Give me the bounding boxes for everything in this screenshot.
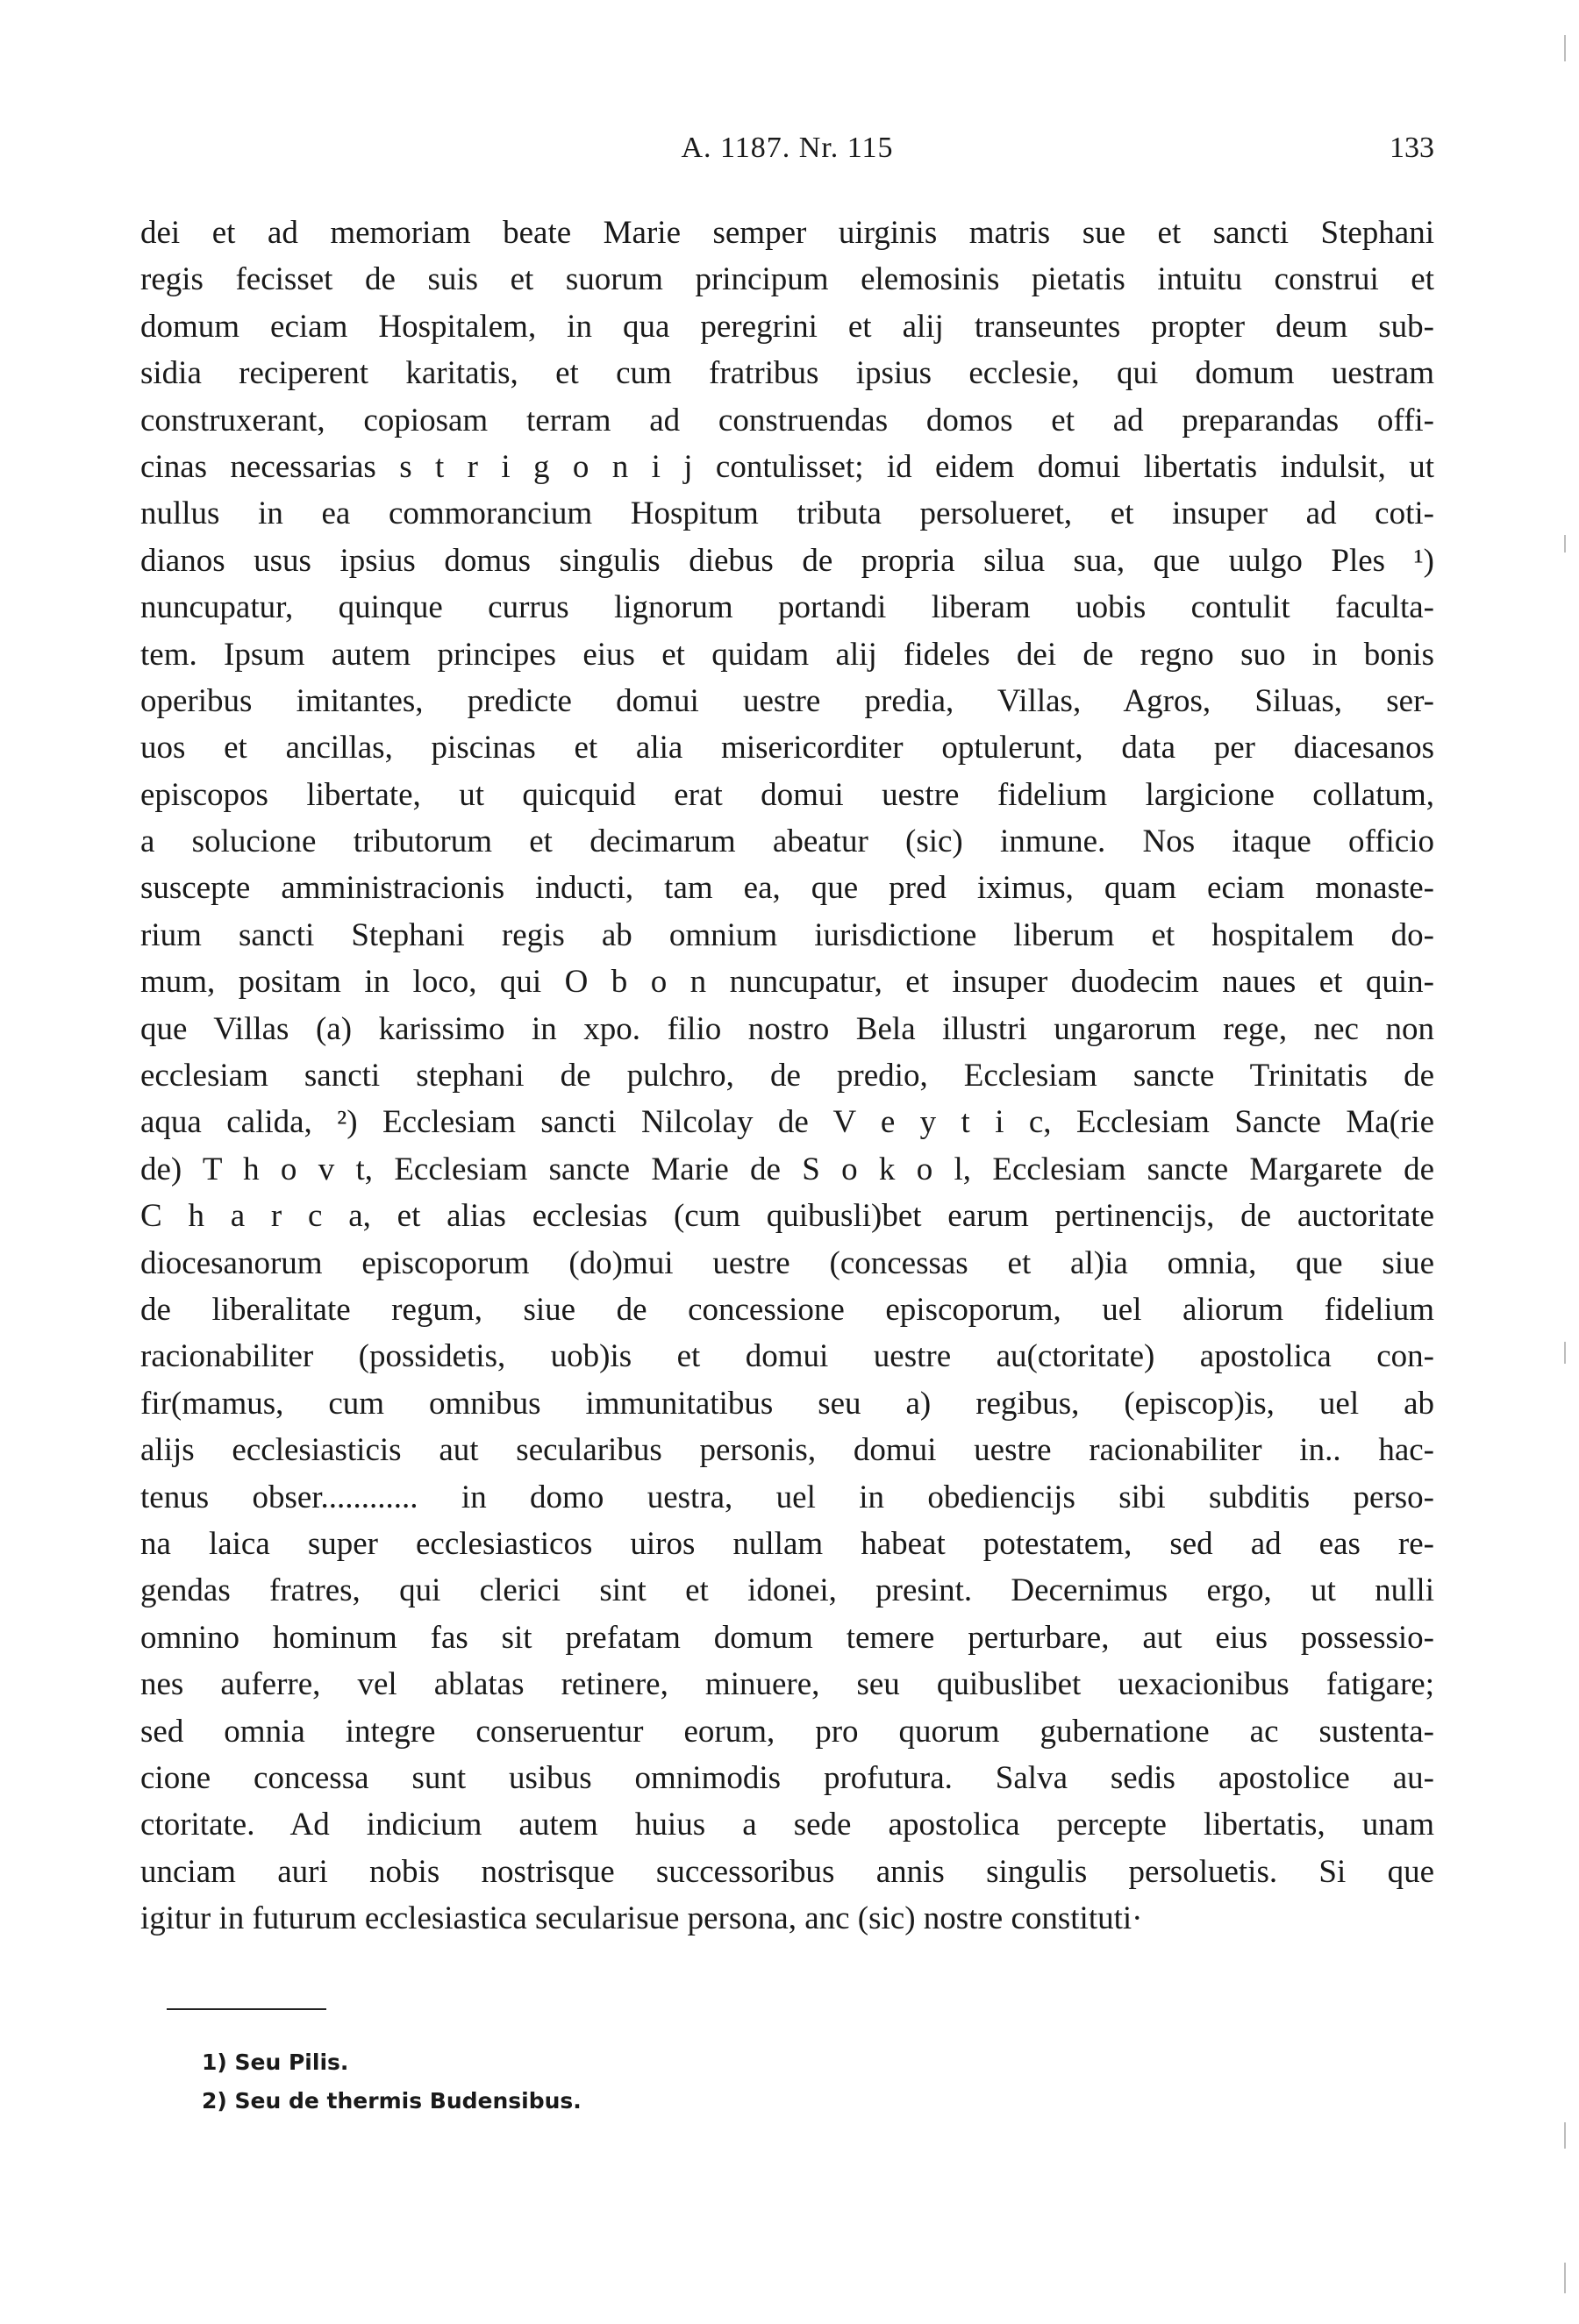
scan-edge-mark	[1564, 535, 1566, 552]
text-line: diocesanorum episcoporum (do)mui uestre (concessas et al)ia omnia, que siue	[140, 1244, 1434, 1281]
text-line: a solucione tributorum et decimarum abeatur (sic) inmune. Nos itaque officio	[140, 823, 1434, 860]
page-header	[140, 132, 1434, 174]
footnote-2: 2) Seu de thermis Budensibus.	[202, 2088, 582, 2114]
text-line: nes auferre, vel ablatas retinere, minuere, seu quibuslibet uexacionibus fatigare;	[140, 1666, 1434, 1703]
text-line: aqua calida, ²) Ecclesiam sancti Nilcolay de V e y t i c, Ecclesiam Sancte Ma(rie	[140, 1104, 1434, 1141]
text-line: suscepte amministracionis inducti, tam ea, que pred iximus, quam eciam monaste-	[140, 870, 1434, 907]
text-line: sidia reciperent karitatis, et cum fratribus ipsius ecclesie, qui domum uestram	[140, 355, 1434, 392]
text-line: de) T h o v t, Ecclesiam sancte Marie de S o k o l, Ecclesiam sancte Margarete de	[140, 1151, 1434, 1187]
text-line: domum eciam Hospitalem, in qua peregrini et alij transeuntes propter deum sub-	[140, 308, 1434, 345]
text-line: igitur in futurum ecclesiastica secularisue persona, anc (sic) nostre constituti·	[140, 1900, 1143, 1937]
text-line: fir(mamus, cum omnibus immunitatibus seu a) regibus, (episcop)is, uel ab	[140, 1385, 1434, 1422]
text-line: mum, positam in loco, qui O b o n nuncupatur, et insuper duodecim naues et quin-	[140, 964, 1434, 1001]
text-line: alijs ecclesiasticis aut secularibus personis, domui uestre racionabiliter in.. hac-	[140, 1432, 1434, 1469]
text-line: racionabiliter (possidetis, uob)is et domui uestre au(ctoritate) apostolica con-	[140, 1338, 1434, 1375]
text-line: episcopos libertate, ut quicquid erat domui uestre fidelium largicione collatum,	[140, 776, 1434, 813]
text-line: de liberalitate regum, siue de concessione episcoporum, uel aliorum fidelium	[140, 1291, 1434, 1328]
scan-edge-mark	[1564, 35, 1566, 61]
text-line: nullus in ea commorancium Hospitum tributa persolueret, et insuper ad coti-	[140, 495, 1434, 532]
scan-edge-mark	[1564, 2263, 1566, 2293]
text-line: ecclesiam sancti stephani de pulchro, de predio, Ecclesiam sancte Trinitatis de	[140, 1058, 1434, 1094]
footnotes	[202, 2043, 582, 2121]
page-number: 133	[1390, 132, 1434, 164]
text-line: sed omnia integre conseruentur eorum, pro quorum gubernatione ac sustenta-	[140, 1713, 1434, 1750]
text-line: tem. Ipsum autem principes eius et quidam alij fideles dei de regno suo in bonis	[140, 636, 1434, 673]
text-line: C h a r c a, et alias ecclesias (cum quibusli)bet earum pertinencijs, de auctoritate	[140, 1198, 1434, 1235]
text-line: regis fecisset de suis et suorum principum elemosinis pietatis intuitu construi et	[140, 261, 1434, 298]
body-text	[140, 210, 1434, 1942]
text-line: dei et ad memoriam beate Marie semper uirginis matris sue et sancti Stephani	[140, 215, 1434, 251]
scan-edge-mark	[1564, 1342, 1566, 1364]
text-line: unciam auri nobis nostrisque successoribus annis singulis persoluetis. Si que	[140, 1853, 1434, 1890]
scan-edge-mark	[1564, 2122, 1566, 2149]
text-line: operibus imitantes, predicte domui uestre predia, Villas, Agros, Siluas, ser-	[140, 682, 1434, 719]
text-line: tenus obser............ in domo uestra, uel in obediencijs sibi subditis perso-	[140, 1479, 1434, 1515]
footnote-divider	[167, 2008, 326, 2010]
text-line: omnino hominum fas sit prefatam domum temere perturbare, aut eius possessio-	[140, 1619, 1434, 1656]
text-line: na laica super ecclesiasticos uiros nullam habeat potestatem, sed ad eas re-	[140, 1525, 1434, 1562]
text-line: cinas necessarias s t r i g o n i j contulisset; id eidem domui libertatis indulsit, ut	[140, 448, 1434, 485]
text-line: ctoritate. Ad indicium autem huius a sede apostolica percepte libertatis, unam	[140, 1807, 1434, 1843]
text-line: uos et ancillas, piscinas et alia misericorditer optulerunt, data per diacesanos	[140, 730, 1434, 766]
text-line: construxerant, copiosam terram ad construendas domos et ad preparandas offi-	[140, 402, 1434, 438]
text-line: que Villas (a) karissimo in xpo. filio nostro Bela illustri ungarorum rege, nec non	[140, 1010, 1434, 1047]
text-line: rium sancti Stephani regis ab omnium iurisdictione liberum et hospitalem do-	[140, 916, 1434, 953]
text-line: gendas fratres, qui clerici sint et idonei, presint. Decernimus ergo, ut nulli	[140, 1572, 1434, 1609]
text-line: nuncupatur, quinque currus lignorum portandi liberam uobis contulit faculta-	[140, 589, 1434, 626]
footnote-1: 1) Seu Pilis.	[202, 2050, 349, 2075]
text-line: cione concessa sunt usibus omnimodis profutura. Salva sedis apostolice au-	[140, 1759, 1434, 1796]
text-line: dianos usus ipsius domus singulis diebus de propria silua sua, que uulgo Ples ¹)	[140, 542, 1434, 579]
running-head: A. 1187. Nr. 115	[681, 132, 894, 164]
